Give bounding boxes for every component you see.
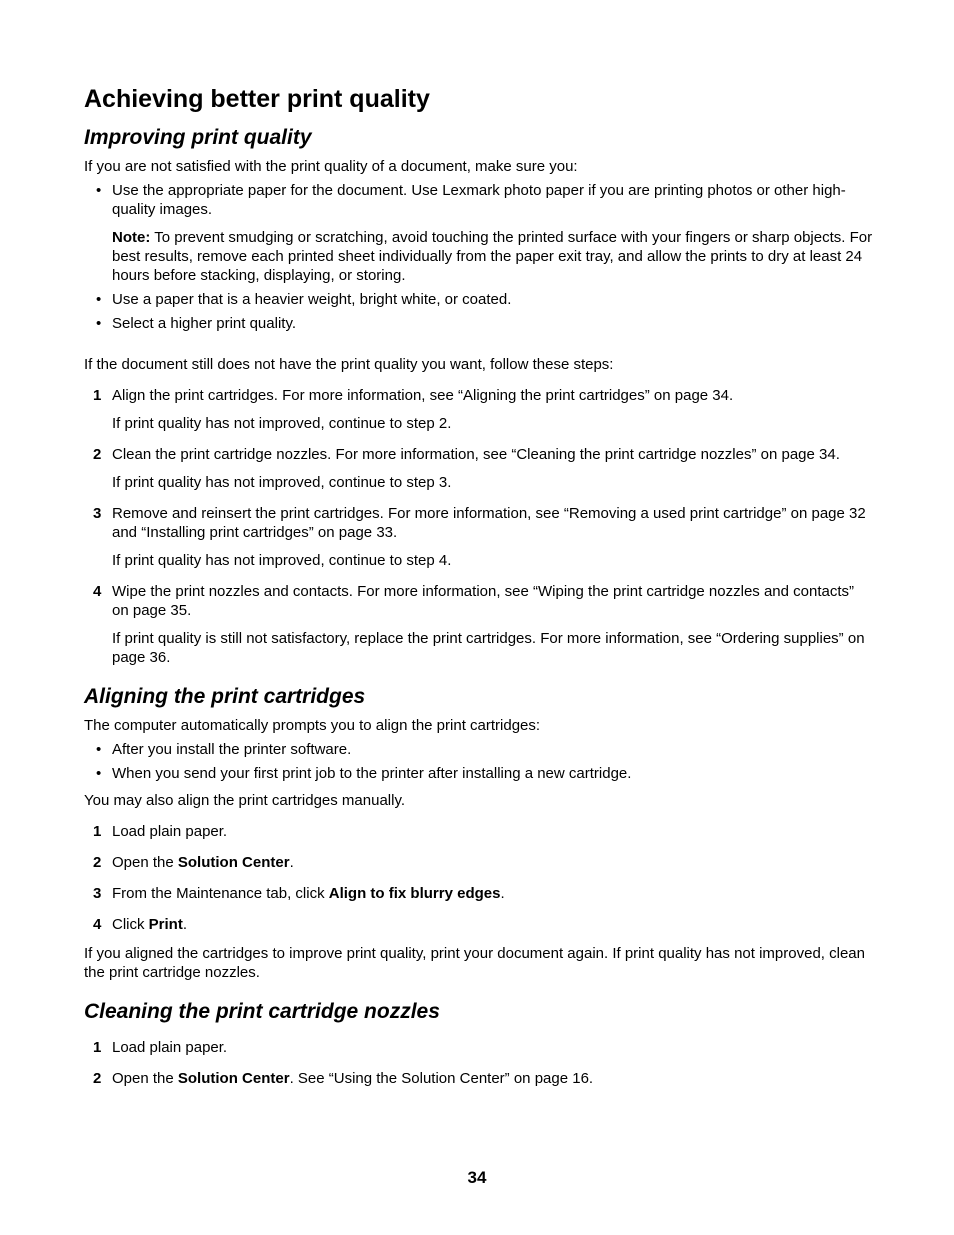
step-text: From the Maintenance tab, click xyxy=(112,885,329,902)
step-number: 4 xyxy=(93,583,102,600)
document-page xyxy=(84,83,874,1088)
steps-intro: If the document still does not have the print quality you want, follow these steps: xyxy=(84,356,614,373)
improving-step-1 xyxy=(84,386,874,405)
align-blurry-edges-label: Align to fix blurry edges xyxy=(328,885,501,902)
aligning-step-4 xyxy=(84,915,874,934)
page-title: Achieving better print quality xyxy=(84,85,430,113)
bullet-first-print-job: • When you send your first print job to the printer after installing a new cartridge. xyxy=(84,764,874,783)
bullet-higher-quality: • Select a higher print quality. xyxy=(84,314,874,333)
aligning-intro: The computer automatically prompts you to align the print cartridges: xyxy=(84,717,541,734)
step-number: 2 xyxy=(93,1070,102,1087)
aligning-step-3 xyxy=(84,884,874,903)
note-paragraph xyxy=(84,228,874,285)
note-label: Note: xyxy=(112,229,151,246)
step-number: 1 xyxy=(93,1039,102,1056)
step-text: Clean the print cartridge nozzles. For more information, see “Cleaning the print cartridge nozzles” on page 34. xyxy=(112,446,840,463)
improving-intro: If you are not satisfied with the print quality of a document, make sure you: xyxy=(84,158,578,175)
bullet-appropriate-paper: • Use the appropriate paper for the document. Use Lexmark photo paper if you are printing photos or other high-quality images. xyxy=(84,181,874,219)
solution-center-label: Solution Center xyxy=(177,854,290,871)
section-heading-improving: Improving print quality xyxy=(84,126,312,149)
step-number: 3 xyxy=(93,505,102,522)
aligning-step-2 xyxy=(84,853,874,872)
section-heading-cleaning: Cleaning the print cartridge nozzles xyxy=(84,1000,440,1023)
step-text: Align the print cartridges. For more information, see “Aligning the print cartridges” on page 34. xyxy=(112,387,734,404)
step-number: 2 xyxy=(93,854,102,871)
step-number: 1 xyxy=(93,823,102,840)
cleaning-step-2 xyxy=(84,1069,874,1088)
note-text: To prevent smudging or scratching, avoid touching the printed surface with your fingers or sharp objects. For best results, remove each printed sheet individually from the paper exit tray, and allow the prints to dry at least 24 hours before stacking, displaying, or storing. xyxy=(112,229,873,284)
step-text: Remove and reinsert the print cartridges. For more information, see “Removing a used print cartridge” on page 32 and “Installing print cartridges” on page 33. xyxy=(112,505,866,541)
step-text: Load plain paper. xyxy=(112,1039,228,1056)
aligning-manual: You may also align the print cartridges manually. xyxy=(84,792,406,809)
print-label: Print xyxy=(148,916,183,933)
step-text-end: . xyxy=(182,916,188,933)
aligning-outro: If you aligned the cartridges to improve print quality, print your document again. If print quality has not improved, clean the print cartridge nozzles. xyxy=(84,945,865,981)
cleaning-step-1 xyxy=(84,1038,874,1057)
improving-step-4 xyxy=(84,582,874,620)
step-number: 3 xyxy=(93,885,102,902)
improving-step-3 xyxy=(84,504,874,542)
step-text: Open the xyxy=(112,1070,178,1087)
step-text: Wipe the print nozzles and contacts. For more information, see “Wiping the print cartridge nozzles and contacts” on page 35. xyxy=(112,583,855,619)
step-number: 4 xyxy=(93,916,102,933)
step-text-end: . See “Using the Solution Center” on page 16. xyxy=(289,1070,594,1087)
improving-step-2-followup: If print quality has not improved, continue to step 3. xyxy=(112,474,452,491)
solution-center-label: Solution Center xyxy=(177,1070,290,1087)
improving-step-4-followup: If print quality is still not satisfactory, replace the print cartridges. For more information, see “Ordering supplies” on page 36. xyxy=(112,630,865,666)
step-text-end: . xyxy=(289,854,294,871)
bullet-heavier-paper: • Use a paper that is a heavier weight, bright white, or coated. xyxy=(84,290,874,309)
step-text: Click xyxy=(112,916,149,933)
aligning-step-1 xyxy=(84,822,874,841)
improving-step-2 xyxy=(84,445,874,464)
improving-step-1-followup: If print quality has not improved, continue to step 2. xyxy=(112,415,452,432)
step-text: Open the xyxy=(112,854,178,871)
step-text: Load plain paper. xyxy=(112,823,228,840)
step-number: 2 xyxy=(93,446,102,463)
step-text-end: . xyxy=(500,885,505,902)
improving-step-3-followup: If print quality has not improved, continue to step 4. xyxy=(112,552,452,569)
page-number: 34 xyxy=(467,1168,487,1187)
bullet-install-software: • After you install the printer software. xyxy=(84,740,874,759)
step-number: 1 xyxy=(93,387,102,404)
section-heading-aligning: Aligning the print cartridges xyxy=(84,685,366,708)
